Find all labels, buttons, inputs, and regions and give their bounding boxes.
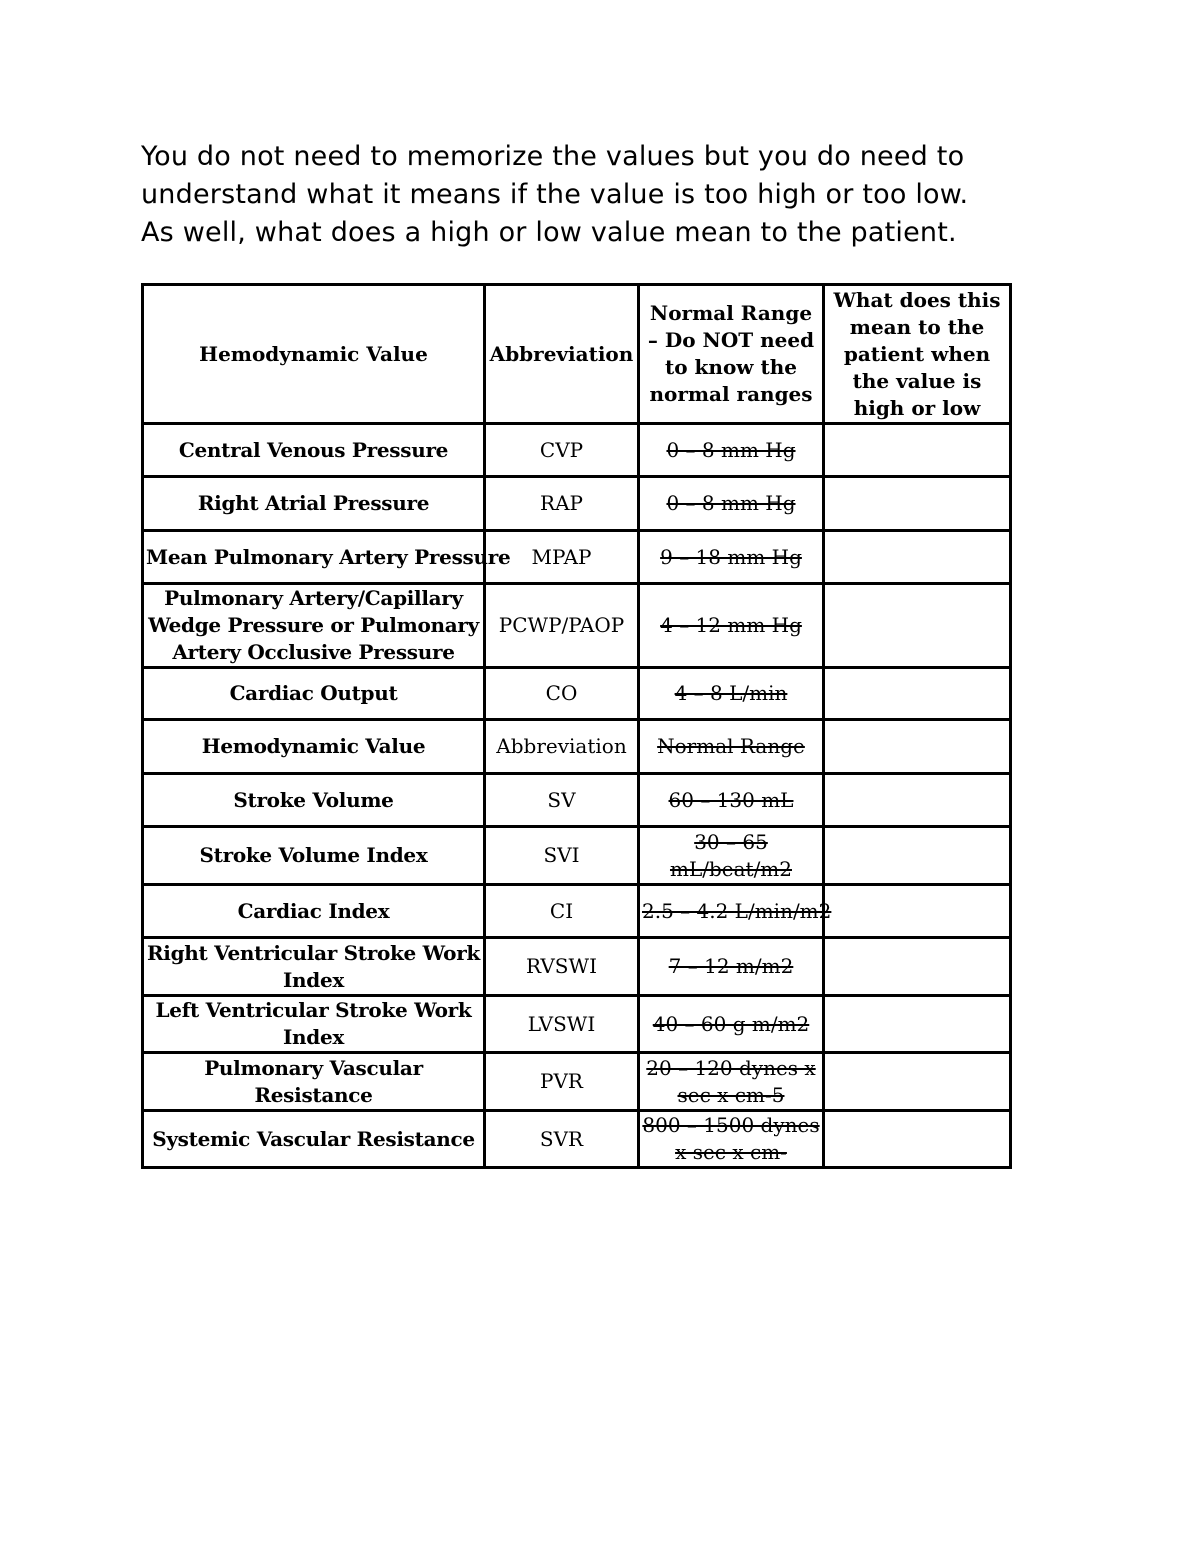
row-meaning-cell[interactable]	[824, 720, 1011, 774]
table-row	[143, 477, 1011, 531]
row-normal-range: 0 – 8 mm Hg	[639, 424, 824, 477]
row-meaning-cell[interactable]	[824, 774, 1011, 827]
row-meaning-cell[interactable]	[824, 668, 1011, 720]
row-normal-range: 7 – 12 m/m2	[639, 938, 824, 996]
row-abbreviation: PCWP/PAOP	[485, 584, 639, 668]
row-abbreviation: RAP	[485, 477, 639, 531]
intro-line-2: understand what it means if the value is too high or too low.	[141, 179, 969, 210]
table-row	[143, 774, 1011, 827]
header-hemodynamic-value: Hemodynamic Value	[143, 285, 485, 424]
row-normal-range: 30 – 65 mL/beat/m2	[639, 827, 824, 885]
row-name: Right Atrial Pressure	[143, 477, 485, 531]
row-name: Pulmonary Artery/Capillary Wedge Pressure or Pulmonary Artery Occlusive Pressure	[143, 584, 485, 668]
row-normal-range: 4 – 12 mm Hg	[639, 584, 824, 668]
header-abbreviation: Abbreviation	[485, 285, 639, 424]
row-abbreviation: CVP	[485, 424, 639, 477]
row-normal-range: 0 – 8 mm Hg	[639, 477, 824, 531]
table-row	[143, 827, 1011, 885]
row-abbreviation: PVR	[485, 1053, 639, 1111]
row-abbreviation: RVSWI	[485, 938, 639, 996]
row-normal-range: 4 – 8 L/min	[639, 668, 824, 720]
header-normal-range: Normal Range – Do NOT need to know the normal ranges	[639, 285, 824, 424]
table-row	[143, 720, 1011, 774]
row-meaning-cell[interactable]	[824, 584, 1011, 668]
row-meaning-cell[interactable]	[824, 827, 1011, 885]
table-row	[143, 424, 1011, 477]
row-normal-range: 800 – 1500 dynes x sec x cm-	[639, 1111, 824, 1168]
row-meaning-cell[interactable]	[824, 477, 1011, 531]
row-name: Cardiac Output	[143, 668, 485, 720]
row-abbreviation: LVSWI	[485, 996, 639, 1053]
row-abbreviation: SV	[485, 774, 639, 827]
row-name: Cardiac Index	[143, 885, 485, 938]
row-name: Right Ventricular Stroke Work Index	[143, 938, 485, 996]
table-row	[143, 531, 1011, 584]
row-meaning-cell[interactable]	[824, 1111, 1011, 1168]
row-name: Hemodynamic Value	[143, 720, 485, 774]
row-name: Mean Pulmonary Artery Pressure	[143, 531, 485, 584]
intro-line-3: As well, what does a high or low value mean to the patient.	[141, 217, 957, 248]
row-abbreviation: CO	[485, 668, 639, 720]
row-normal-range: 60 – 130 mL	[639, 774, 824, 827]
row-name: Central Venous Pressure	[143, 424, 485, 477]
table-row	[143, 885, 1011, 938]
intro-paragraph	[141, 138, 1061, 252]
row-meaning-cell[interactable]	[824, 996, 1011, 1053]
row-normal-range: 2.5 – 4.2 L/min/m2	[639, 885, 824, 938]
hemodynamic-values-table	[141, 283, 1012, 1169]
table-row	[143, 938, 1011, 996]
row-abbreviation: CI	[485, 885, 639, 938]
header-patient-meaning: What does this mean to the patient when the value is high or low	[824, 285, 1011, 424]
row-normal-range: Normal Range	[639, 720, 824, 774]
table-row	[143, 1111, 1011, 1168]
row-abbreviation: Abbreviation	[485, 720, 639, 774]
row-meaning-cell[interactable]	[824, 531, 1011, 584]
row-abbreviation: MPAP	[485, 531, 639, 584]
table-row	[143, 668, 1011, 720]
row-name: Stroke Volume Index	[143, 827, 485, 885]
row-abbreviation: SVI	[485, 827, 639, 885]
row-name: Systemic Vascular Resistance	[143, 1111, 485, 1168]
row-abbreviation: SVR	[485, 1111, 639, 1168]
row-meaning-cell[interactable]	[824, 1053, 1011, 1111]
table-row	[143, 996, 1011, 1053]
row-meaning-cell[interactable]	[824, 938, 1011, 996]
row-normal-range: 20 – 120 dynes x sec x cm-5	[639, 1053, 824, 1111]
row-name: Pulmonary Vascular Resistance	[143, 1053, 485, 1111]
table-row	[143, 584, 1011, 668]
row-meaning-cell[interactable]	[824, 424, 1011, 477]
row-meaning-cell[interactable]	[824, 885, 1011, 938]
table-header-row	[143, 285, 1011, 424]
row-name: Left Ventricular Stroke Work Index	[143, 996, 485, 1053]
row-name: Stroke Volume	[143, 774, 485, 827]
row-normal-range: 9 – 18 mm Hg	[639, 531, 824, 584]
row-normal-range: 40 – 60 g m/m2	[639, 996, 824, 1053]
intro-line-1: You do not need to memorize the values but you do need to	[141, 141, 965, 172]
table-row	[143, 1053, 1011, 1111]
